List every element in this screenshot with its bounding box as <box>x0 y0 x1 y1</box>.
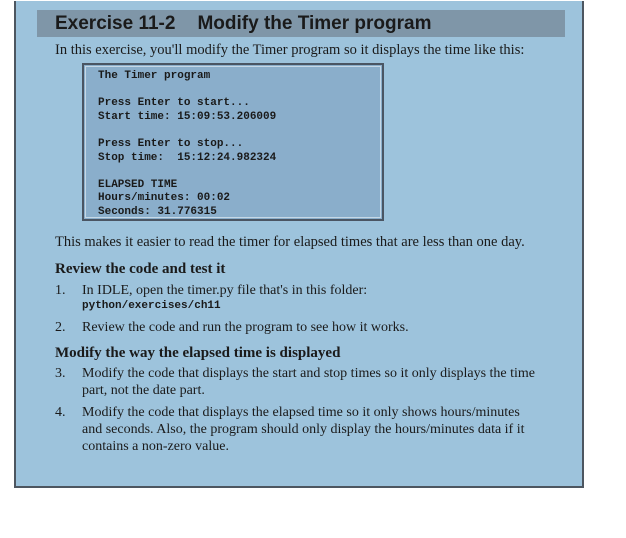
console-line-press-start: Press Enter to start... <box>98 97 250 110</box>
step-number: 3. <box>55 366 66 381</box>
exercise-title: Modify the Timer program <box>197 13 432 34</box>
console-line-hours-minutes: Hours/minutes: 00:02 <box>98 192 231 205</box>
step-text: In IDLE, open the timer.py file that's in this folder: <box>82 283 368 298</box>
after-text: This makes it easier to read the timer for elapsed times that are less than one day. <box>55 234 525 250</box>
modify-heading: Modify the way the elapsed time is displayed <box>55 345 341 361</box>
console-line-stop-time: Stop time: 15:12:24.982324 <box>98 151 277 164</box>
folder-path: python/exercises/ch11 <box>82 300 221 312</box>
console-line-press-stop: Press Enter to stop... <box>98 137 244 150</box>
console-line-title: The Timer program <box>98 70 211 82</box>
console-line-seconds: Seconds: 31.776315 <box>98 205 217 218</box>
exercise-number: Exercise 11-2 <box>55 13 176 34</box>
exercise-title-bar <box>37 10 565 37</box>
step-number: 4. <box>55 405 66 420</box>
console-line-elapsed-heading: ELAPSED TIME <box>98 178 178 191</box>
console-output <box>82 63 384 221</box>
step-text: Modify the code that displays the elapsed time so it only shows hours/minutes and seconds. Also, the program should only display the hours/minutes data if it contains a non-zero value. <box>82 405 525 454</box>
step-number: 1. <box>55 283 66 298</box>
console-line-start-time: Start time: 15:09:53.206009 <box>98 110 277 123</box>
step-number: 2. <box>55 320 66 335</box>
intro-text: In this exercise, you'll modify the Timer program so it displays the time like this: <box>55 42 525 58</box>
exercise-panel <box>14 1 584 488</box>
review-heading: Review the code and test it <box>55 261 226 277</box>
step-text: Modify the code that displays the start and stop times so it only displays the time part, not the date part. <box>82 366 535 398</box>
step-text: Review the code and run the program to see how it works. <box>82 320 409 335</box>
